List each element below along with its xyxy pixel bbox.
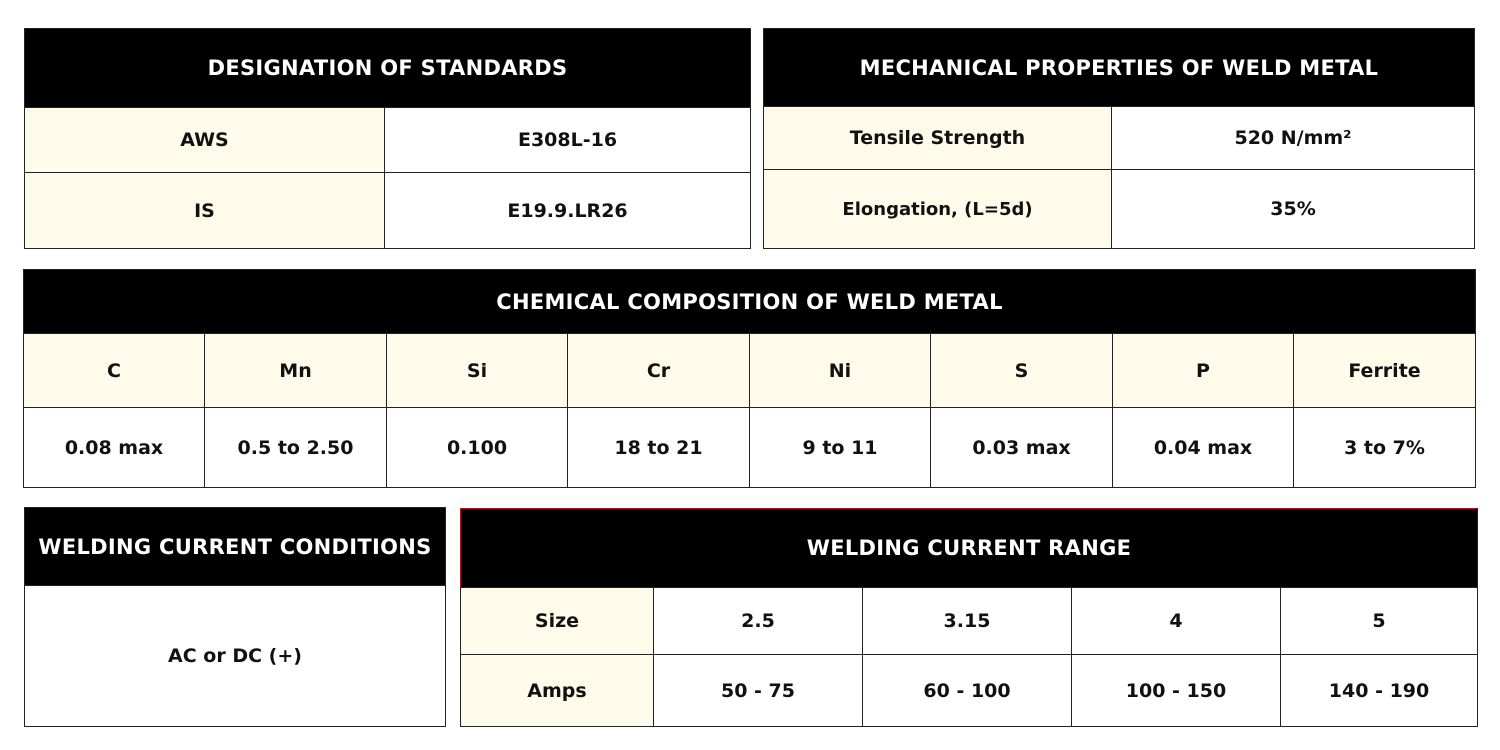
chemical-header: Si — [387, 334, 568, 408]
conditions-value: AC or DC (+) — [25, 586, 446, 727]
standards-value-aws: E308L-16 — [385, 108, 751, 173]
chemical-value: 0.03 max — [931, 408, 1113, 488]
range-amps-value: 50 - 75 — [654, 655, 863, 727]
mechanical-value-tensile: 520 N/mm² — [1112, 107, 1475, 170]
range-size-value: 5 — [1281, 588, 1478, 655]
range-amps-value: 100 - 150 — [1072, 655, 1281, 727]
chemical-value: 9 to 11 — [750, 408, 931, 488]
standards-table — [24, 28, 751, 249]
range-size-value: 2.5 — [654, 588, 863, 655]
mechanical-value-elongation: 35% — [1112, 170, 1475, 249]
chemical-header: Cr — [568, 334, 750, 408]
chemical-value: 0.5 to 2.50 — [205, 408, 387, 488]
range-size-value: 3.15 — [863, 588, 1072, 655]
chemical-header: Ni — [750, 334, 931, 408]
chemical-table — [23, 269, 1476, 488]
standards-title: DESIGNATION OF STANDARDS — [25, 29, 751, 108]
chemical-value: 0.04 max — [1113, 408, 1294, 488]
mechanical-table — [763, 28, 1475, 249]
standards-label-aws: AWS — [25, 108, 385, 173]
chemical-value: 0.08 max — [24, 408, 205, 488]
range-title: WELDING CURRENT RANGE — [461, 509, 1478, 588]
conditions-table — [24, 507, 446, 727]
chemical-title: CHEMICAL COMPOSITION OF WELD METAL — [24, 270, 1476, 334]
mechanical-label-tensile: Tensile Strength — [764, 107, 1112, 170]
chemical-header: S — [931, 334, 1113, 408]
chemical-header: Ferrite — [1294, 334, 1476, 408]
standards-value-is: E19.9.LR26 — [385, 173, 751, 249]
range-table — [460, 508, 1478, 727]
range-amps-value: 60 - 100 — [863, 655, 1072, 727]
chemical-header: Mn — [205, 334, 387, 408]
standards-label-is: IS — [25, 173, 385, 249]
chemical-value: 18 to 21 — [568, 408, 750, 488]
range-size-value: 4 — [1072, 588, 1281, 655]
range-amps-label: Amps — [461, 655, 654, 727]
conditions-title: WELDING CURRENT CONDITIONS — [25, 508, 446, 586]
chemical-header: C — [24, 334, 205, 408]
chemical-value: 0.100 — [387, 408, 568, 488]
chemical-header: P — [1113, 334, 1294, 408]
mechanical-label-elongation: Elongation, (L=5d) — [764, 170, 1112, 249]
range-size-label: Size — [461, 588, 654, 655]
range-amps-value: 140 - 190 — [1281, 655, 1478, 727]
mechanical-title: MECHANICAL PROPERTIES OF WELD METAL — [764, 29, 1475, 107]
chemical-value: 3 to 7% — [1294, 408, 1476, 488]
